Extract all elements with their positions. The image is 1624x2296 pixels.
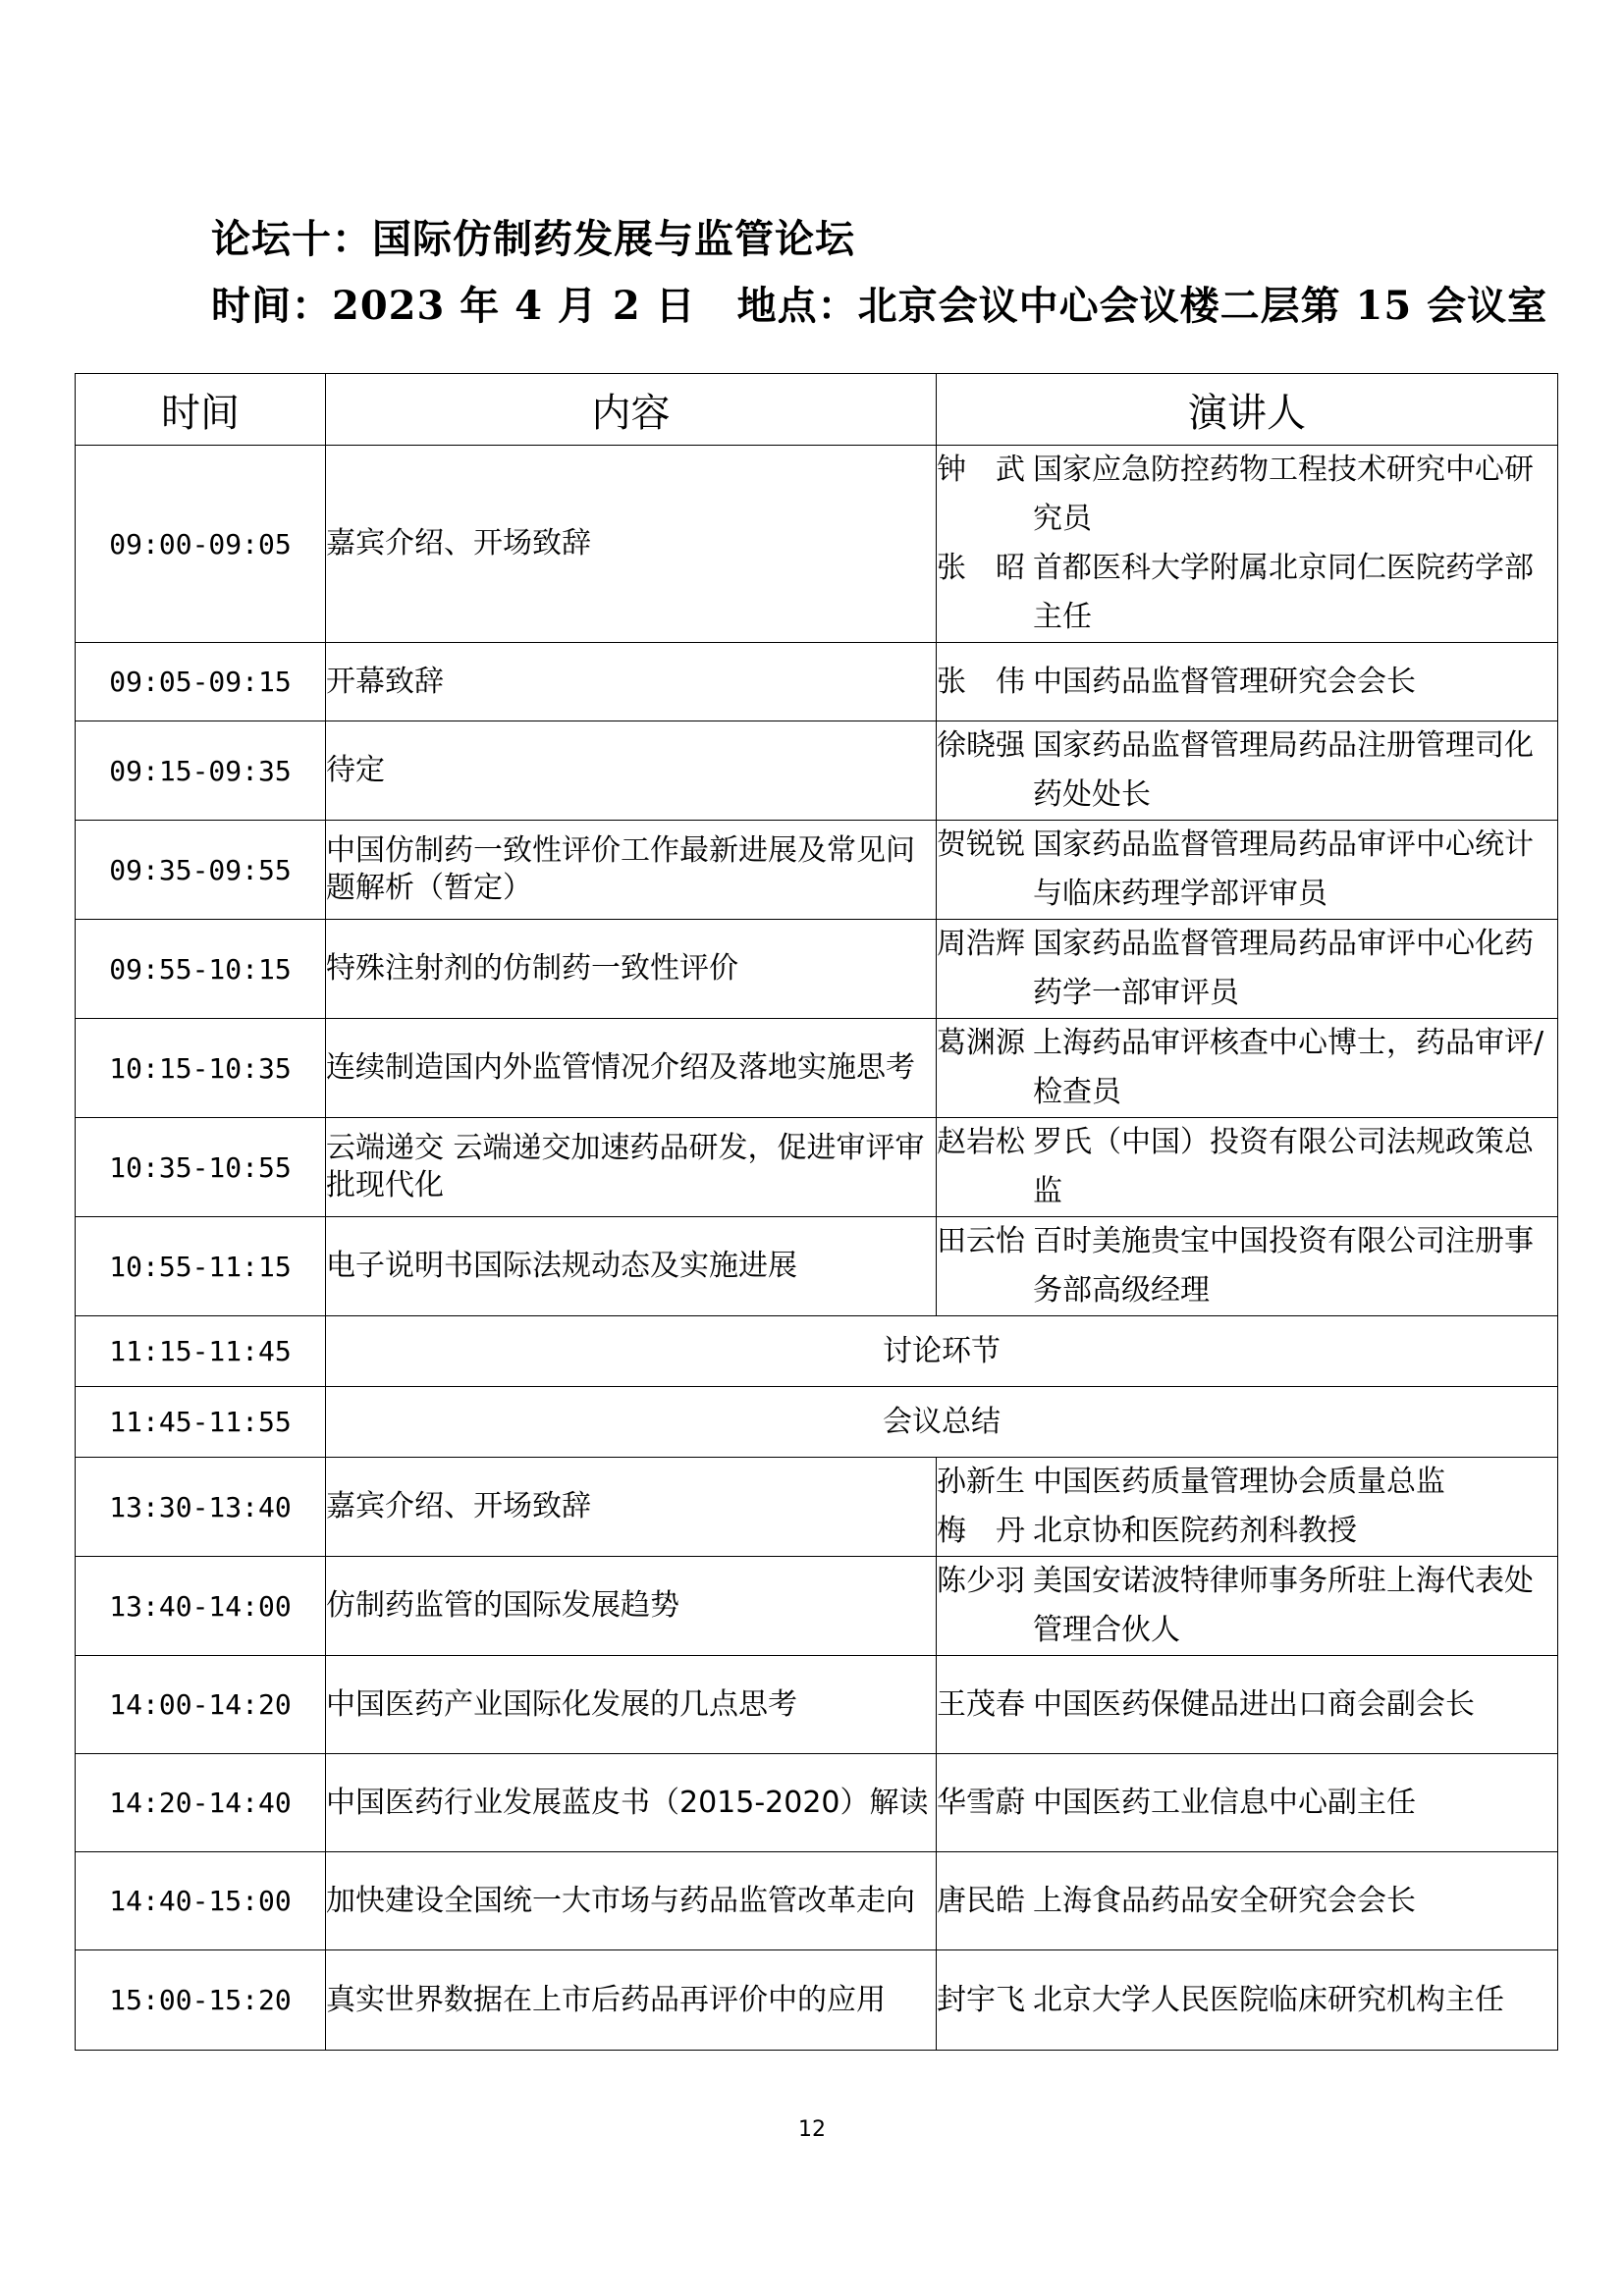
table-row — [76, 1458, 1558, 1557]
forum-date: 2023 年 4 月 2 日 — [332, 283, 696, 329]
speaker-title: 美国安诺波特律师事务所驻上海代表处管理合伙人 — [1033, 1564, 1534, 1647]
table-row — [76, 1019, 1558, 1118]
speaker-cell — [937, 1754, 1558, 1852]
speaker-title: 上海食品药品安全研究会会长 — [1033, 1883, 1416, 1918]
table-row — [76, 643, 1558, 721]
table-row — [76, 1387, 1558, 1458]
speaker-title: 北京大学人民医院临床研究机构主任 — [1033, 1982, 1504, 2017]
speaker-cell — [937, 1217, 1558, 1316]
table-row — [76, 920, 1558, 1019]
session-time: 14:00-14:20 — [76, 1656, 326, 1754]
session-topic: 特殊注射剂的仿制药一致性评价 — [326, 920, 937, 1019]
session-topic: 真实世界数据在上市后药品再评价中的应用 — [326, 1950, 937, 2051]
speaker-title: 中国医药工业信息中心副主任 — [1033, 1785, 1416, 1820]
speaker-name: 赵岩松 — [937, 1125, 1025, 1159]
speaker-cell — [937, 1019, 1558, 1118]
session-time: 09:35-09:55 — [76, 821, 326, 920]
session-span: 讨论环节 — [326, 1316, 1558, 1387]
session-topic: 加快建设全国统一大市场与药品监管改革走向 — [326, 1852, 937, 1950]
speaker-name: 徐晓强 — [937, 728, 1025, 763]
speaker-name: 钟 武 — [937, 453, 1025, 487]
speaker-cell — [937, 721, 1558, 821]
speaker-cell — [937, 1950, 1558, 2051]
speaker-name: 周浩辉 — [937, 927, 1025, 961]
session-time: 11:45-11:55 — [76, 1387, 326, 1458]
session-topic: 嘉宾介绍、开场致辞 — [326, 446, 937, 643]
session-time: 10:15-10:35 — [76, 1019, 326, 1118]
header-time: 时间 — [76, 374, 326, 446]
speaker-entry — [937, 658, 1557, 707]
location-label: 地点： — [736, 283, 858, 329]
schedule-table — [75, 373, 1558, 2051]
speaker-title: 国家药品监督管理局药品审评中心统计与临床药理学部评审员 — [1033, 828, 1534, 911]
table-row — [76, 1557, 1558, 1656]
session-topic: 中国仿制药一致性评价工作最新进展及常见问题解析（暂定） — [326, 821, 937, 920]
speaker-entry — [937, 1976, 1557, 2025]
speaker-name: 葛渊源 — [937, 1026, 1025, 1060]
speaker-title: 国家应急防控药物工程技术研究中心研究员 — [1033, 453, 1534, 536]
speaker-title: 北京协和医院药剂科教授 — [1033, 1514, 1357, 1548]
speaker-cell — [937, 446, 1558, 643]
speaker-name: 田云怡 — [937, 1224, 1025, 1258]
table-row — [76, 1852, 1558, 1950]
session-topic: 待定 — [326, 721, 937, 821]
speaker-cell — [937, 1656, 1558, 1754]
speaker-title: 中国医药保健品进出口商会副会长 — [1033, 1686, 1475, 1722]
header-speaker: 演讲人 — [937, 374, 1558, 446]
speaker-entry — [937, 1458, 1557, 1507]
speaker-entry — [937, 1019, 1557, 1117]
speaker-cell — [937, 821, 1558, 920]
session-time: 10:35-10:55 — [76, 1118, 326, 1217]
speaker-entry — [937, 446, 1557, 544]
speaker-entry — [937, 1118, 1557, 1216]
session-topic: 嘉宾介绍、开场致辞 — [326, 1458, 937, 1557]
speaker-name: 梅 丹 — [937, 1514, 1025, 1548]
page-number: 12 — [798, 2117, 826, 2142]
speaker-name: 张 昭 — [937, 551, 1025, 585]
table-row — [76, 821, 1558, 920]
header-content: 内容 — [326, 374, 937, 446]
session-span: 会议总结 — [326, 1387, 1558, 1458]
forum-title: 论坛十：国际仿制药发展与监管论坛 — [211, 216, 855, 262]
speaker-title: 国家药品监督管理局药品审评中心化药药学一部审评员 — [1033, 927, 1534, 1010]
speaker-title: 国家药品监督管理局药品注册管理司化药处处长 — [1033, 728, 1534, 812]
table-row — [76, 1316, 1558, 1387]
session-topic: 电子说明书国际法规动态及实施进展 — [326, 1217, 937, 1316]
speaker-cell — [937, 1852, 1558, 1950]
speaker-entry — [937, 1681, 1557, 1730]
speaker-entry — [937, 1877, 1557, 1926]
session-topic: 仿制药监管的国际发展趋势 — [326, 1557, 937, 1656]
session-time: 14:20-14:40 — [76, 1754, 326, 1852]
forum-meta — [211, 275, 1547, 331]
speaker-entry — [937, 1557, 1557, 1655]
session-time: 13:40-14:00 — [76, 1557, 326, 1656]
table-row — [76, 1754, 1558, 1852]
table-row — [76, 446, 1558, 643]
session-time: 09:15-09:35 — [76, 721, 326, 821]
table-row — [76, 1217, 1558, 1316]
speaker-name: 王茂春 — [937, 1686, 1025, 1722]
session-topic: 连续制造国内外监管情况介绍及落地实施思考 — [326, 1019, 937, 1118]
session-topic: 开幕致辞 — [326, 643, 937, 721]
speaker-name: 唐民皓 — [937, 1883, 1025, 1918]
speaker-name: 华雪蔚 — [937, 1785, 1025, 1820]
speaker-title: 中国医药质量管理协会质量总监 — [1033, 1465, 1445, 1499]
session-time: 09:05-09:15 — [76, 643, 326, 721]
speaker-entry — [937, 721, 1557, 820]
session-time: 15:00-15:20 — [76, 1950, 326, 2051]
forum-location: 北京会议中心会议楼二层第 15 会议室 — [857, 283, 1548, 329]
session-time: 11:15-11:45 — [76, 1316, 326, 1387]
speaker-title: 罗氏（中国）投资有限公司法规政策总监 — [1033, 1125, 1534, 1208]
speaker-cell — [937, 1118, 1558, 1217]
speaker-title: 首都医科大学附属北京同仁医院药学部主任 — [1033, 551, 1534, 634]
speaker-name: 孙新生 — [937, 1465, 1025, 1499]
speaker-title: 百时美施贵宝中国投资有限公司注册事务部高级经理 — [1033, 1224, 1534, 1308]
speaker-entry — [937, 544, 1557, 642]
speaker-cell — [937, 1458, 1558, 1557]
speaker-cell — [937, 643, 1558, 721]
speaker-entry — [937, 920, 1557, 1018]
speaker-entry — [937, 1217, 1557, 1315]
time-label: 时间： — [211, 283, 332, 329]
table-header-row — [76, 374, 1558, 446]
session-topic: 云端递交 云端递交加速药品研发，促进审评审批现代化 — [326, 1118, 937, 1217]
speaker-name: 张 伟 — [937, 664, 1025, 699]
speaker-entry — [937, 1779, 1557, 1828]
speaker-entry — [937, 821, 1557, 919]
session-time: 09:00-09:05 — [76, 446, 326, 643]
speaker-name: 贺锐锐 — [937, 828, 1025, 862]
session-time: 14:40-15:00 — [76, 1852, 326, 1950]
table-row — [76, 1950, 1558, 2051]
speaker-title: 中国药品监督管理研究会会长 — [1033, 664, 1416, 699]
table-row — [76, 1656, 1558, 1754]
table-row — [76, 721, 1558, 821]
speaker-name: 封宇飞 — [937, 1982, 1025, 2017]
speaker-entry — [937, 1507, 1557, 1556]
session-time: 10:55-11:15 — [76, 1217, 326, 1316]
speaker-cell — [937, 920, 1558, 1019]
speaker-title: 上海药品审评核查中心博士，药品审评/检查员 — [1033, 1026, 1544, 1109]
speaker-cell — [937, 1557, 1558, 1656]
schedule-body — [76, 446, 1558, 2051]
session-topic: 中国医药行业发展蓝皮书（2015-2020）解读 — [326, 1754, 937, 1852]
table-row — [76, 1118, 1558, 1217]
speaker-name: 陈少羽 — [937, 1564, 1025, 1598]
session-time: 09:55-10:15 — [76, 920, 326, 1019]
session-time: 13:30-13:40 — [76, 1458, 326, 1557]
session-topic: 中国医药产业国际化发展的几点思考 — [326, 1656, 937, 1754]
